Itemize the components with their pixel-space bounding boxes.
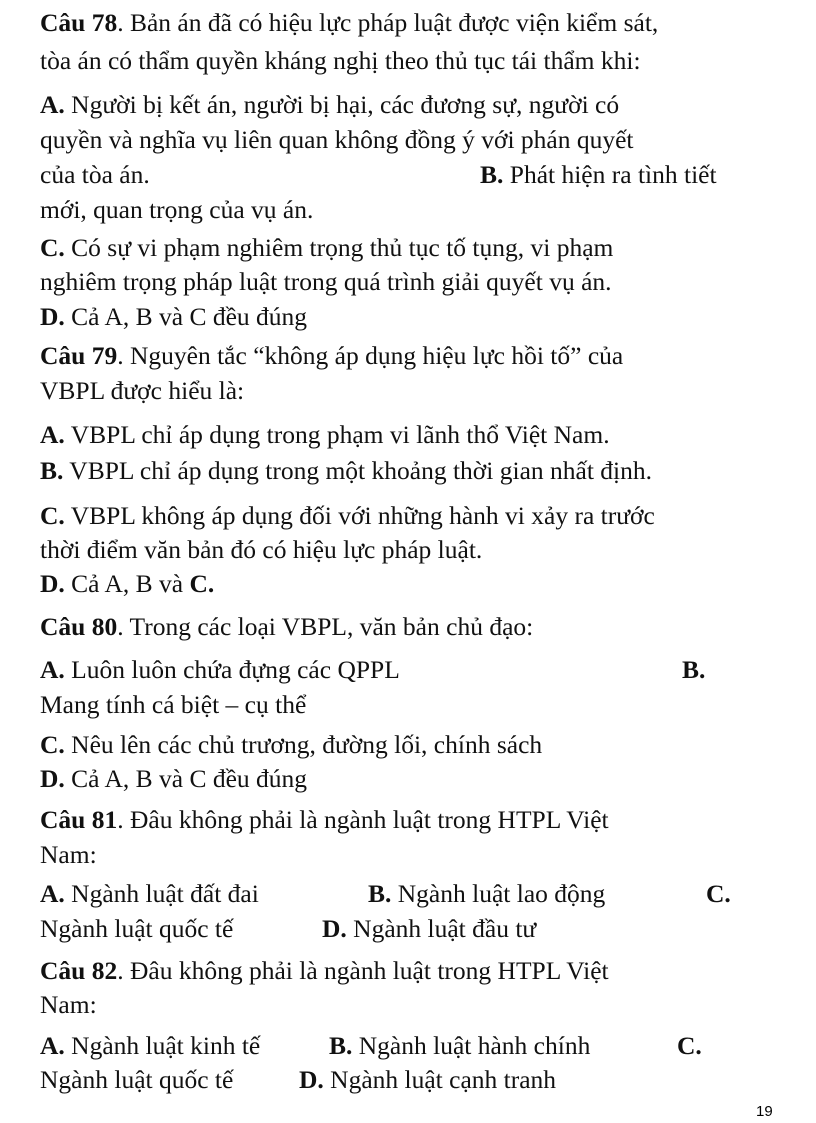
option-c: C. Nêu lên các chủ trương, đường lối, chính sách — [40, 730, 543, 759]
option-a-cont: quyền và nghĩa vụ liên quan không đồng ý với phán quyết — [40, 125, 634, 154]
option-c: C. — [706, 879, 731, 908]
question-78-stem-cont: tòa án có thẩm quyền kháng nghị theo thủ tục tái thẩm khi: — [40, 46, 641, 75]
option-a: A. Luôn luôn chứa đựng các QPPL — [40, 655, 400, 684]
question-82-stem: Câu 82. Đâu không phải là ngành luật trong HTPL Việt — [40, 956, 609, 985]
question-82-stem-cont: Nam: — [40, 990, 97, 1019]
option-b: B. Ngành luật lao động — [368, 879, 606, 908]
question-80-stem: Câu 80. Trong các loại VBPL, văn bản chủ đạo: — [40, 612, 534, 641]
option-b-cont: mới, quan trọng của vụ án. — [40, 195, 314, 224]
question-number: Câu 82 — [40, 956, 118, 985]
question-number: Câu 80 — [40, 612, 118, 641]
option-d: D. Ngành luật cạnh tranh — [299, 1065, 557, 1094]
option-c: C. Có sự vi phạm nghiêm trọng thủ tục tố tụng, vi phạm — [40, 233, 614, 262]
option-d: D. Cả A, B và C. — [40, 569, 215, 598]
option-c-cont: nghiêm trọng pháp luật trong quá trình giải quyết vụ án. — [40, 267, 612, 296]
question-81-stem: Câu 81. Đâu không phải là ngành luật trong HTPL Việt — [40, 805, 609, 834]
option-c: C. — [677, 1031, 702, 1060]
question-79-stem: Câu 79. Nguyên tắc “không áp dụng hiệu lực hồi tố” của — [40, 341, 624, 370]
page-number: 19 — [756, 1103, 773, 1120]
option-b-cont: Mang tính cá biệt – cụ thể — [40, 690, 307, 719]
option-a: A. Ngành luật đất đai — [40, 879, 259, 908]
option-a: A. Ngành luật kinh tế — [40, 1031, 261, 1060]
option-a-cont: của tòa án. — [40, 160, 150, 189]
option-b: B. VBPL chỉ áp dụng trong một khoảng thời gian nhất định. — [40, 456, 652, 485]
question-79-stem-cont: VBPL được hiểu là: — [40, 376, 245, 405]
question-number: Câu 78 — [40, 8, 118, 37]
option-b: B. Ngành luật hành chính — [329, 1031, 591, 1060]
option-a: A. VBPL chỉ áp dụng trong phạm vi lãnh thổ Việt Nam. — [40, 420, 610, 449]
question-78-stem: Câu 78. Bản án đã có hiệu lực pháp luật được viện kiểm sát, — [40, 8, 659, 37]
option-c-cont: Ngành luật quốc tế — [40, 914, 234, 943]
option-b: B. — [682, 655, 706, 684]
option-c-cont: Ngành luật quốc tế — [40, 1065, 234, 1094]
question-number: Câu 79 — [40, 341, 118, 370]
question-number: Câu 81 — [40, 805, 118, 834]
option-d: D. Cả A, B và C đều đúng — [40, 302, 308, 331]
option-c-cont: thời điểm văn bản đó có hiệu lực pháp luật. — [40, 535, 483, 564]
question-81-stem-cont: Nam: — [40, 840, 97, 869]
option-b: B. Phát hiện ra tình tiết — [480, 160, 717, 189]
option-d: D. Cả A, B và C đều đúng — [40, 764, 308, 793]
option-d: D. Ngành luật đầu tư — [322, 914, 537, 943]
option-a: A. Người bị kết án, người bị hại, các đương sự, người có — [40, 90, 620, 119]
option-c: C. VBPL không áp dụng đối với những hành vi xảy ra trước — [40, 501, 655, 530]
